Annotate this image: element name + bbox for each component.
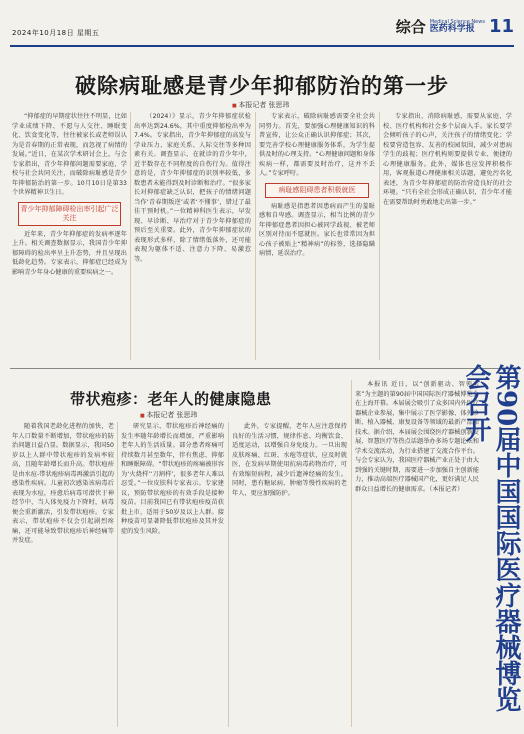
column-divider	[130, 112, 131, 360]
article1-col1-text-a: “抑郁症的早期症状往往不明显，比如学业成绩下降、不愿与人交往、睡眠变化、饮食变化等，往往被家长或老师误认为是青春期的正常表现，而忽视了病情的发展。”近日，在某次学术研讨会上，与会专家指出，青少年抑郁问题需要家庭、学校与社会共同关注，而破除病耻感是青少年抑郁防治的第一步。10月10日是第33个世界精神卫生日。	[12, 113, 127, 196]
article1-col3-text-a: 专家表示，破除病耻感需要全社会共同努力。首先，要加强心理健康知识的科普宣传，让公众正确认识抑郁症；其次，要完善学校心理健康服务体系，为学生提供及时的心理支持。“心理健康问题和身体疾病一样，都需要及时治疗，这并不丢人。”专家呼吁。	[259, 113, 375, 177]
column-divider	[117, 422, 118, 727]
section-rule	[10, 368, 514, 369]
column-divider	[255, 112, 256, 360]
section-name: 综合	[395, 18, 426, 36]
masthead	[430, 20, 485, 34]
column-divider	[379, 112, 380, 360]
article2-title: 带状疱疹：老年人的健康隐患	[70, 390, 272, 408]
masthead-en: Medical Science News	[429, 18, 485, 25]
article1-subhead-1: 青少年抑郁障碍检出率引起广泛关注	[18, 202, 121, 226]
article2-col3-text: 此外，专家提醒，老年人应注意保持良好的生活习惯，规律作息、均衡饮食、适度运动，以增强自身免疫力。一旦出现皮肤疼痛、红斑、水疱等症状，应及时就医，在发病早期使用抗病毒药物治疗，可有效缩短病程，减少后遗神经痛的发生。同时，患有糖尿病、肿瘤等慢性疾病的老年人，更应加强防护。	[232, 423, 347, 497]
expo-banner-title: 第90届中国国际医疗器械博览会召开	[461, 364, 521, 713]
article1-subhead-2: 病耻感阻碍患者积极就医	[265, 183, 369, 198]
article2-col2-text: 研究显示，带状疱疹后神经痛的发生率随年龄增长而增加，严重影响老年人的生活质量。部分患者疼痛可持续数月甚至数年，伴有焦虑、抑郁和睡眠障碍。“带状疱疹的疼痛被形容为‘火烧样’‘刀割样’，很多老年人难以忍受。”一位皮肤科专家表示。专家建议，预防带状疱疹的有效手段是接种疫苗。目前我国已有带状疱疹疫苗获批上市，适用于50岁及以上人群。接种疫苗可显著降低带状疱疹及其并发症的发生风险。	[121, 423, 224, 535]
article2-column-2	[121, 422, 224, 727]
article1-column-3	[259, 112, 375, 362]
article2-col1-text: 随着我国老龄化进程的加快，老年人口数量不断增加，带状疱疹的防治问题日益凸显。数据显示，我国50岁以上人群中带状疱疹的发病率较高，且随年龄增长而升高。带状疱疹是由水痘-带状疱疹病毒再激活引起的感染性疾病。儿童初次感染该病毒后表现为水痘，痊愈后病毒可潜伏于神经节中，当人体免疫力下降时，病毒便会重新激活，引发带状疱疹。专家表示，带状疱疹不仅会引起剧烈疼痛，还可能导致带状疱疹后神经痛等并发症。	[12, 423, 114, 544]
article1-col2-text: （2024）》显示，青少年抑郁症状检出率达到24.6%，其中重度抑郁检出率为7.4%。专家指出，青少年抑郁症的高发与学业压力、家庭关系、人际交往等多种因素有关。调查显示，在就诊的青少年中，近半数存在不同程度的自伤行为。值得注意的是，青少年抑郁症的识别率较低，多数患者未能得到及时诊断和治疗。“很多家长对抑郁症缺乏认识，把孩子的情绪问题当作‘青春期叛逆’或者‘不懂事’，错过了最佳干预时机。”一位精神科医生表示，早发现、早诊断、早治疗对于青少年抑郁症的预后至关重要。此外，青少年抑郁症状的表现形式多样，除了情绪低落外，还可能表现为躯体不适、注意力下降、易激惹等。	[134, 113, 251, 263]
article1-column-4	[383, 112, 512, 362]
article1-column-2	[134, 112, 251, 362]
article1-column-1	[12, 112, 127, 362]
column-divider	[228, 422, 229, 727]
article1-byline: ■ 本报记者 张思玮	[232, 100, 290, 110]
masthead-cn: 医药科学报	[429, 23, 475, 34]
article1-col4-text: 专家指出，消除病耻感，需要从家庭、学校、医疗机构和社会多个层面入手。家长要学会倾听孩子的心声，关注孩子的情绪变化；学校要营造包容、友善的校园氛围，减少对患病学生的歧视；医疗机构则要提供专业、便捷的心理健康服务。此外，媒体也应发挥积极作用，客观报道心理健康相关话题，避免污名化表述，为青少年抑郁症的防治营造良好的社会环境。“只有全社会形成正确认识，青少年才能在需要帮助时勇敢地走出第一步。”	[383, 113, 512, 206]
issue-date: 2024年10月18日 星期五	[12, 29, 100, 37]
article1-col1-text-b: 近年来，青少年抑郁症的发病率逐年上升。相关调查数据显示，我国青少年抑郁障碍的检出率呈上升态势，并且呈现出低龄化趋势。专家表示，抑郁症已经成为影响青少年身心健康的重要疾病之一。	[12, 230, 127, 276]
article1-title: 破除病耻感是青少年抑郁防治的第一步	[75, 74, 449, 98]
header-rule	[10, 45, 514, 47]
article1-col3-text-b: 病耻感是指患者因患病而产生的羞耻感和自卑感。调查显示，相当比例的青少年抑郁症患者因担心被同学歧视、被老师区别对待而不愿就医。家长也常常因为担心孩子被贴上“精神病”的标签，选择隐瞒病情，延误治疗。	[259, 202, 375, 257]
page-header	[396, 16, 514, 37]
article2-byline: ■ 本报记者 张思玮	[140, 410, 198, 420]
article3-text: 本报讯 近日，以“创新驱动、智领未来”为主题的第90届中国国际医疗器械博览会在上海开幕。本届展会吸引了众多国内外医疗器械企业参展，集中展示了医学影像、体外诊断、植入器械、康复设备等领域的最新产品和技术。据介绍，本届展会围绕医疗器械创新发展、智慧医疗等热点话题举办多场专题论坛和学术交流活动，为行业搭建了交流合作平台。与会专家认为，我国医疗器械产业正处于由大到强的关键时期，需要进一步加强自主创新能力，推动高端医疗器械国产化，更好满足人民群众日益增长的健康需求。（本报记者）	[355, 381, 479, 493]
article2-column-1	[12, 422, 114, 727]
page-number: 11	[488, 16, 514, 37]
column-divider	[351, 380, 352, 727]
article2-column-3	[232, 422, 347, 727]
